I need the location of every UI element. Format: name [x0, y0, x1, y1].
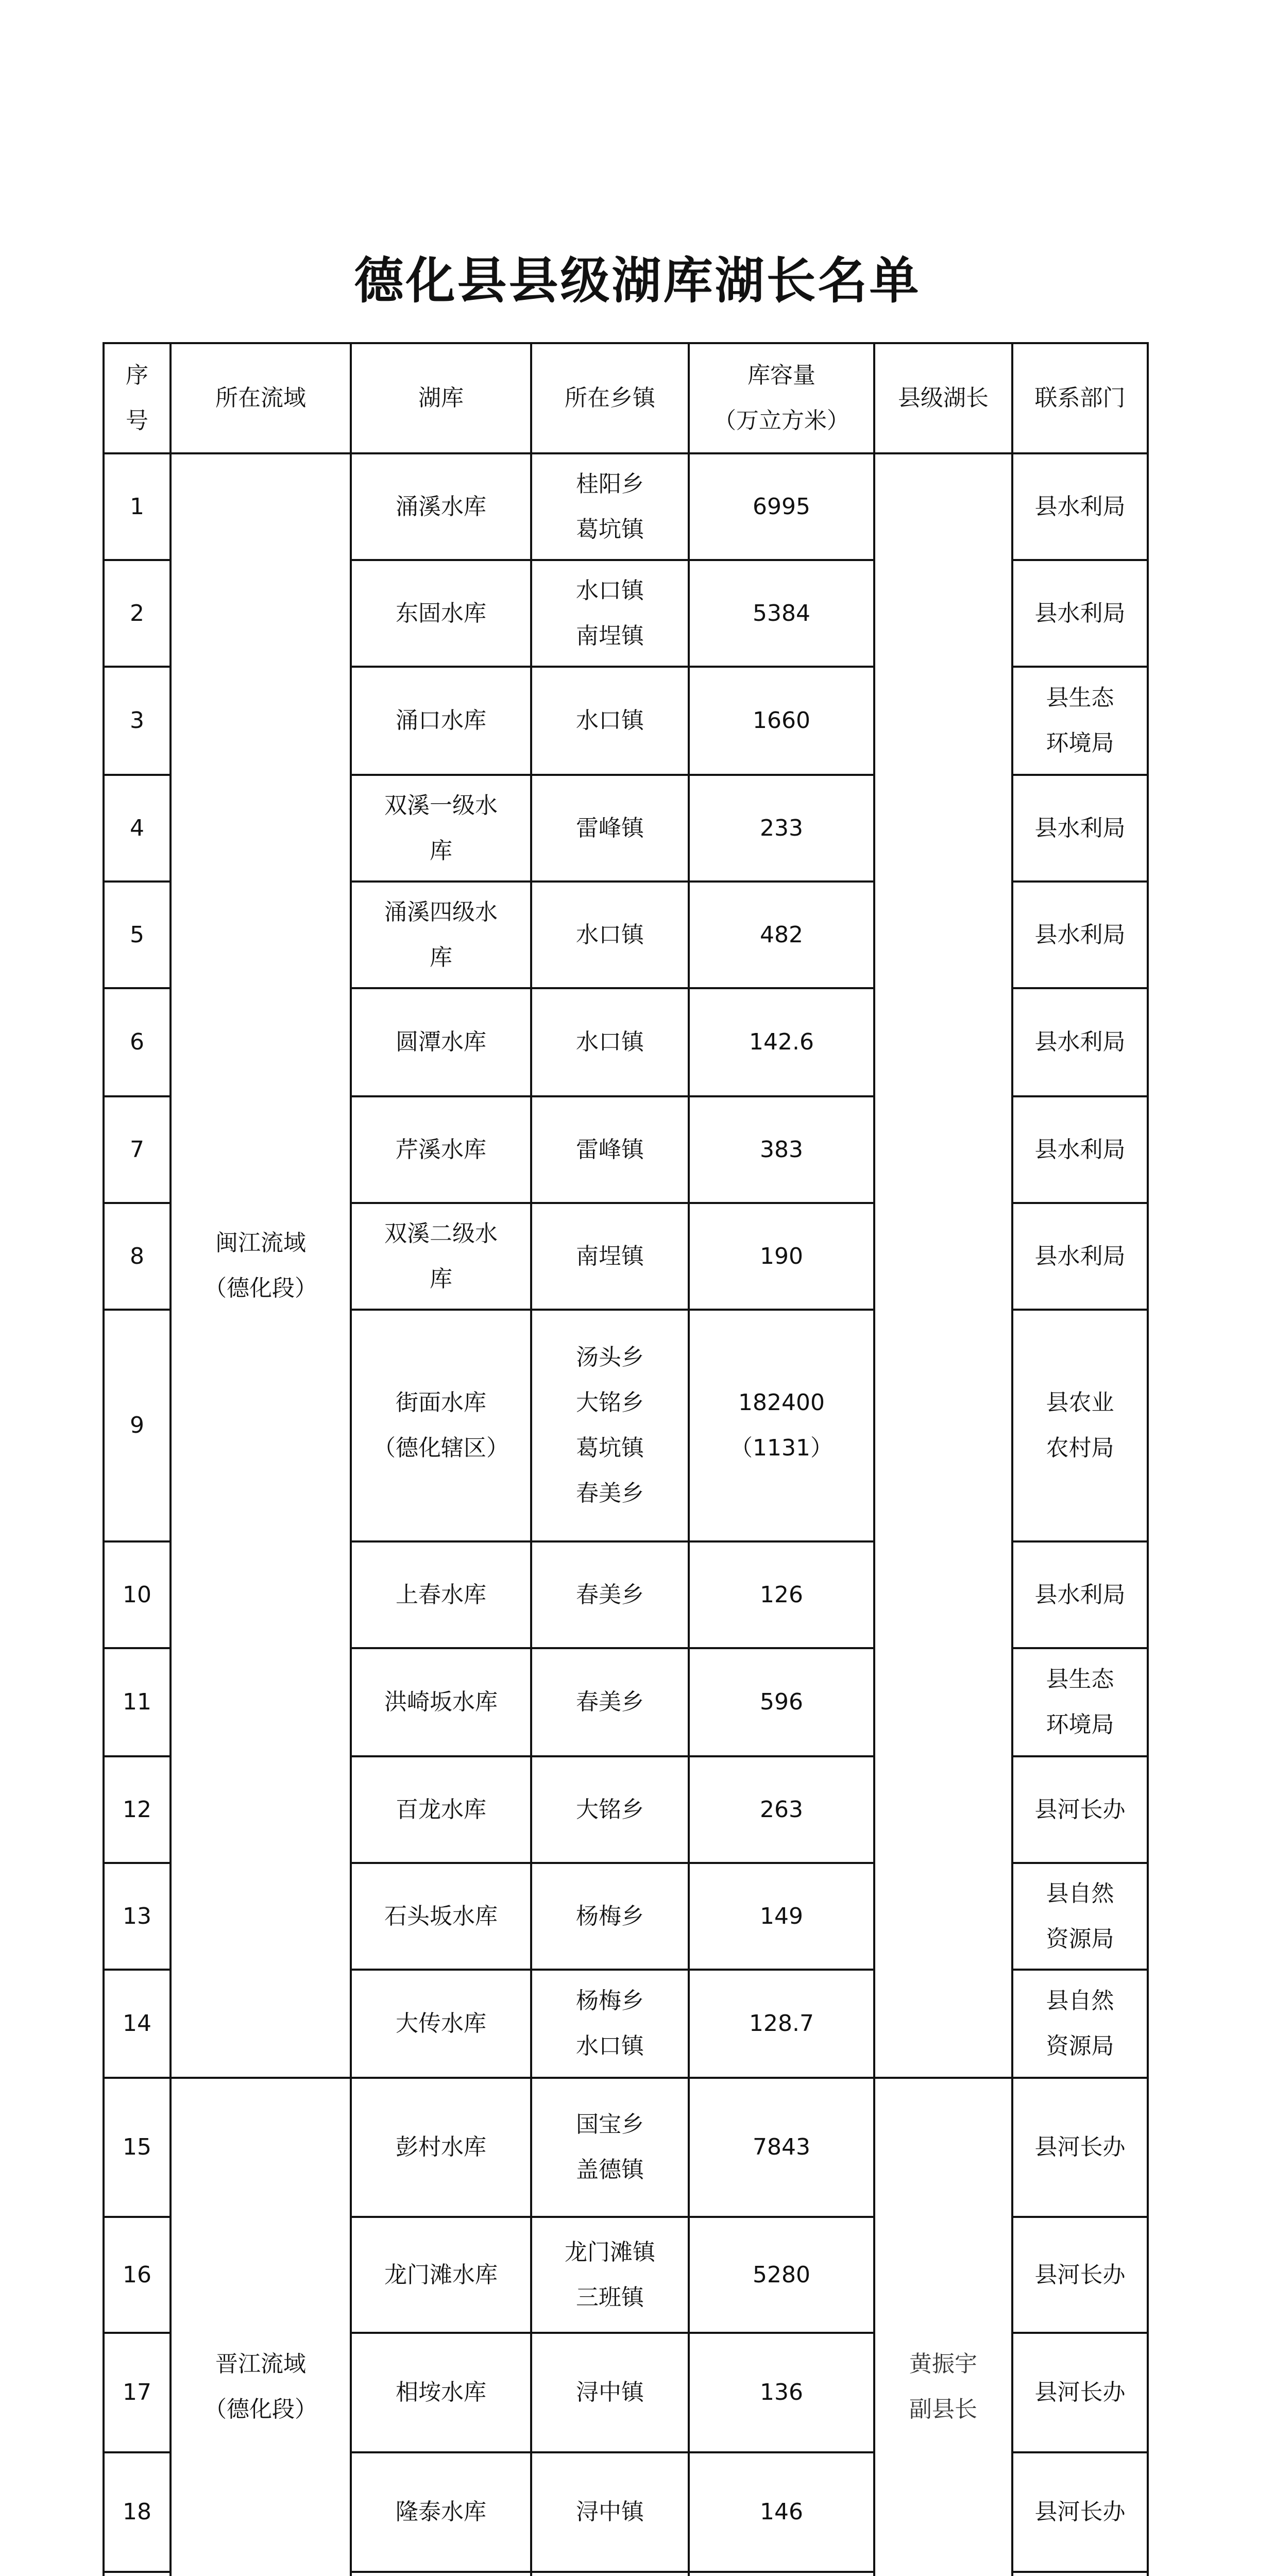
row-dept: 县河长办 — [1012, 2452, 1148, 2572]
row-dept: 县水利局 — [1012, 1541, 1148, 1648]
row-town: 春美乡 — [531, 1648, 689, 1756]
row-seq: 7 — [104, 1096, 171, 1203]
row-reservoir: 洪崎坂水库 — [351, 1648, 531, 1756]
row-town: 浔中镇 — [531, 2452, 689, 2572]
basin-cell-jinjiang: 晋江流域 （德化段） — [171, 2078, 351, 2576]
row-capacity: 190 — [689, 1203, 874, 1310]
row-seq: 6 — [104, 988, 171, 1096]
row-dept: 县河长办 — [1012, 2333, 1148, 2452]
row-town — [531, 2572, 689, 2576]
row-town: 雷峰镇 — [531, 1096, 689, 1203]
row-reservoir: 上春水库 — [351, 1541, 531, 1648]
row-reservoir: 涌溪四级水 库 — [351, 882, 531, 988]
row-town: 雷峰镇 — [531, 775, 689, 882]
row-dept: 县生态 环境局 — [1012, 1648, 1148, 1756]
row-reservoir: 涌溪水库 — [351, 453, 531, 560]
row-capacity: 263 — [689, 1756, 874, 1863]
row-town: 大铭乡 — [531, 1756, 689, 1863]
row-dept: 县河长办 — [1012, 2217, 1148, 2333]
row-town: 桂阳乡 葛坑镇 — [531, 453, 689, 560]
row-seq: 10 — [104, 1541, 171, 1648]
header-dept: 联系部门 — [1012, 343, 1148, 453]
row-seq: 11 — [104, 1648, 171, 1756]
row-dept: 县水利局 — [1012, 453, 1148, 560]
header-basin: 所在流域 — [171, 343, 351, 453]
row-reservoir: 街面水库 （德化辖区） — [351, 1310, 531, 1541]
header-seq: 序 号 — [104, 343, 171, 453]
row-reservoir: 芹溪水库 — [351, 1096, 531, 1203]
row-town: 浔中镇 — [531, 2333, 689, 2452]
row-reservoir — [351, 2572, 531, 2576]
row-reservoir: 双溪二级水 库 — [351, 1203, 531, 1310]
row-seq: 2 — [104, 560, 171, 667]
row-dept: 县水利局 — [1012, 775, 1148, 882]
header-capacity: 库容量 （万立方米） — [689, 343, 874, 453]
row-dept: 县生态 环境局 — [1012, 667, 1148, 775]
row-dept: 县水利局 — [1012, 882, 1148, 988]
table-row — [104, 2078, 1148, 2217]
page-title: 德化县县级湖库湖长名单 — [354, 251, 921, 310]
row-seq: 15 — [104, 2078, 171, 2217]
row-reservoir: 隆泰水库 — [351, 2452, 531, 2572]
row-town: 水口镇 — [531, 667, 689, 775]
row-capacity: 482 — [689, 882, 874, 988]
row-reservoir: 东固水库 — [351, 560, 531, 667]
row-dept: 县水利局 — [1012, 1203, 1148, 1310]
row-capacity: 383 — [689, 1096, 874, 1203]
row-reservoir: 龙门滩水库 — [351, 2217, 531, 2333]
row-seq — [104, 2572, 171, 2576]
row-capacity: 126 — [689, 1541, 874, 1648]
row-seq: 5 — [104, 882, 171, 988]
row-seq: 12 — [104, 1756, 171, 1863]
row-seq: 9 — [104, 1310, 171, 1541]
row-capacity: 149 — [689, 1863, 874, 1970]
row-seq: 8 — [104, 1203, 171, 1310]
row-reservoir: 相垵水库 — [351, 2333, 531, 2452]
row-capacity: 5384 — [689, 560, 874, 667]
header-town: 所在乡镇 — [531, 343, 689, 453]
row-capacity: 146 — [689, 2452, 874, 2572]
row-capacity: 5280 — [689, 2217, 874, 2333]
row-town: 南埕镇 — [531, 1203, 689, 1310]
row-dept: 县自然 资源局 — [1012, 1970, 1148, 2078]
row-capacity: 128.7 — [689, 1970, 874, 2078]
row-town: 水口镇 — [531, 988, 689, 1096]
basin-cell-minjiang: 闽江流域 （德化段） — [171, 453, 351, 2078]
row-reservoir: 涌口水库 — [351, 667, 531, 775]
row-capacity — [689, 2572, 874, 2576]
row-seq: 14 — [104, 1970, 171, 2078]
reservoir-chief-table — [103, 342, 1149, 2576]
row-town: 水口镇 — [531, 882, 689, 988]
row-dept: 县河长办 — [1012, 1756, 1148, 1863]
row-capacity: 7843 — [689, 2078, 874, 2217]
row-seq: 18 — [104, 2452, 171, 2572]
row-town: 水口镇 南埕镇 — [531, 560, 689, 667]
table-row — [104, 453, 1148, 560]
row-capacity: 233 — [689, 775, 874, 882]
header-reservoir: 湖库 — [351, 343, 531, 453]
row-reservoir: 百龙水库 — [351, 1756, 531, 1863]
row-seq: 17 — [104, 2333, 171, 2452]
row-seq: 16 — [104, 2217, 171, 2333]
header-row — [104, 343, 1148, 453]
row-dept: 县水利局 — [1012, 1096, 1148, 1203]
chief-cell-jinjiang: 黄振宇 副县长 — [874, 2078, 1012, 2576]
row-town: 杨梅乡 水口镇 — [531, 1970, 689, 2078]
row-capacity: 182400 （1131） — [689, 1310, 874, 1541]
row-dept: 县农业 农村局 — [1012, 1310, 1148, 1541]
row-town: 国宝乡 盖德镇 — [531, 2078, 689, 2217]
row-dept — [1012, 2572, 1148, 2576]
row-seq: 1 — [104, 453, 171, 560]
row-seq: 3 — [104, 667, 171, 775]
row-town: 龙门滩镇 三班镇 — [531, 2217, 689, 2333]
row-capacity: 136 — [689, 2333, 874, 2452]
row-capacity: 142.6 — [689, 988, 874, 1096]
row-capacity: 6995 — [689, 453, 874, 560]
row-capacity: 596 — [689, 1648, 874, 1756]
row-seq: 13 — [104, 1863, 171, 1970]
row-dept: 县水利局 — [1012, 988, 1148, 1096]
row-town: 汤头乡 大铭乡 葛坑镇 春美乡 — [531, 1310, 689, 1541]
row-dept: 县自然 资源局 — [1012, 1863, 1148, 1970]
row-reservoir: 大传水库 — [351, 1970, 531, 2078]
row-dept: 县水利局 — [1012, 560, 1148, 667]
row-town: 春美乡 — [531, 1541, 689, 1648]
header-chief: 县级湖长 — [874, 343, 1012, 453]
row-reservoir: 彭村水库 — [351, 2078, 531, 2217]
row-reservoir: 石头坂水库 — [351, 1863, 531, 1970]
row-reservoir: 圆潭水库 — [351, 988, 531, 1096]
chief-cell-minjiang — [874, 453, 1012, 2078]
row-capacity: 1660 — [689, 667, 874, 775]
row-seq: 4 — [104, 775, 171, 882]
row-reservoir: 双溪一级水 库 — [351, 775, 531, 882]
row-dept: 县河长办 — [1012, 2078, 1148, 2217]
row-town: 杨梅乡 — [531, 1863, 689, 1970]
